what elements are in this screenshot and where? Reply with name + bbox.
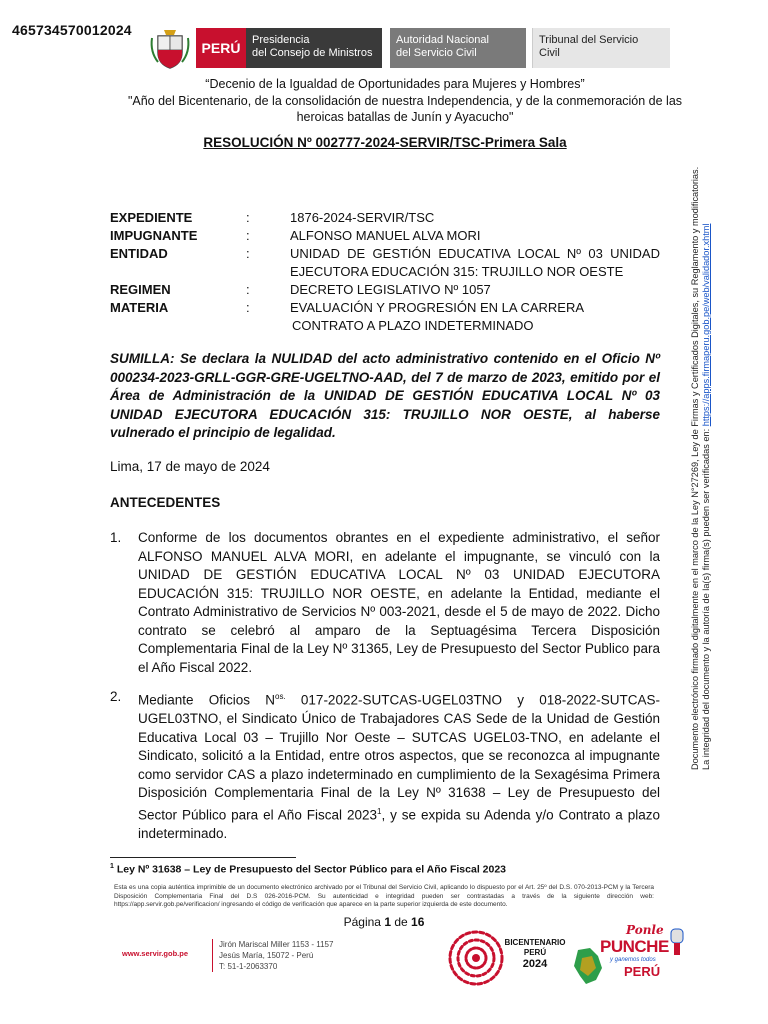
footnote-ref: 1 — [376, 806, 382, 816]
servir-website: www.servir.gob.pe — [122, 949, 188, 958]
item-text: Mediante Oficios $N^{os.}$ 017-2022-SUTCAS-UGEL03TNO y 018-2022-SUTCAS-UGEL03TNO, el Sindicato Único de Trabajadores CAS Sede de la Unidad de Gestión Educativa Local 03 – Trujillo Nor Oeste – SUTCAS UGEL03-TNO, en adelante el Sindicato, solicitó a la Entidad, entre otros aspectos, que se reconozca al impugnante como servidor CAS a plazo indeterminado en cumplimiento de la Sexagésima Primera Disposición Complementaria Final de la Ley Nº 31638 – Ley de Presupuesto del Sector Público para el Año Fiscal 2023$^1$, y se expida su Adenda y/o Contrato a plazo indeterminado. — [138, 692, 661, 841]
motto-decenio: “Decenio de la Igualdad de Oportunidades para Mujeres y Hombres” — [205, 77, 585, 91]
validator-link[interactable]: https://apps.firmaperu.gob.pe/web/validador.xhtml — [701, 223, 711, 427]
item-text: Conforme de los documentos obrantes en el expediente administrativo, el señor ALFONSO MANUEL ALVA MORI, en adelante el impugnante, se vinculó con la UNIDAD DE GESTIÓN EDUCATIVA LOCAL Nº 03 UNIDAD EJECUTORA EDUCACIÓN 315: TRUJILLO NOR OESTE, en adelante la Entidad, mediante el Contrato Administrativo de Servicios Nº 003-2021, desde el 5 de mayo de 2022. Dicho contrato se celebró al amparo de la Septuagésima Tercera Disposición Complementaria Final de la Ley Nº 31365, Ley de Presupuesto del Sector Publico para el Año Fiscal 2022. — [138, 530, 660, 675]
bicentenario-icon — [444, 926, 508, 990]
peru-logo: PERÚ — [196, 28, 246, 68]
list-item: 1. Conforme de los documentos obrantes en el expediente administrativo, el señor ALFONSO MANUEL ALVA MORI, en adelante el impugnante, se vinculó con la UNIDAD DE GESTIÓN EDUCATIVA LOCAL Nº 03 UNIDAD EJECUTORA EDUCACIÓN 315: TRUJILLO NOR OESTE, en adelante la Entidad, mediante el Contrato Administrativo de Servicios Nº 003-2021, desde el 5 de mayo de 2022. Dicho contrato se celebró al amparo de la Septuagésima Tercera Disposición Complementaria Final de la Ley Nº 31365, Ley de Presupuesto del Sector Publico para el Año Fiscal 2022. — [110, 529, 660, 679]
motto-bicentenario: "Año del Bicentenario, de la consolidación de nuestra Independencia, y de la conmemoración de las heroicas batallas de Junín y Ayacucho" — [127, 94, 683, 124]
fist-icon — [668, 927, 686, 957]
ponle-punche-logo: Ponle PUNCHE y ganemos todos PERÚ — [596, 923, 688, 981]
digital-signature-notice: Documento electrónico firmado digitalmente en el marco de la Ley N°27269, Ley de Firmas y Certificados Digitales, su Reglamento y modificatorias. La integridad del documento y la autoría de la(s) firma(s) pueden ser verificadas en: https://apps.firmaperu.gob.pe/web/validador.xhtml — [690, 166, 711, 770]
bicentenario-label: BICENTENARIO PERÚ 2024 — [504, 938, 566, 970]
list-item: 2. Mediante Oficios $N^{os.}$ 017-2022-SUTCAS-UGEL03TNO y 018-2022-SUTCAS-UGEL03TNO, el Sindicato Único de Trabajadores CAS Sede de la Unidad de Gestión Educativa Local 03 – Trujillo Nor Oeste – SUTCAS UGEL03-TNO, en adelante el Sindicato, solicitó a la Entidad, entre otros aspectos, que se reconozca al impugnante como servidor CAS a plazo indeterminado en cumplimiento de la Sexagésima Primera Disposición Complementaria Final de la Ley Nº 31638 – Ley de Presupuesto del Sector Público para el Año Fiscal 2023$^1$, y se expida su Adenda y/o Contrato a plazo indeterminado. — [110, 688, 660, 838]
page-number: Página 1 de 16 — [343, 915, 425, 929]
presidencia-logo: Presidencia del Consejo de Ministros — [246, 28, 382, 68]
document-code: 465734570012024 — [12, 22, 132, 38]
footnote: $^1$ Ley Nº 31638 – Ley de Presupuesto del Sector Público para el Año Fiscal 2023 — [110, 863, 507, 876]
authenticity-disclaimer: Esta es una copia auténtica imprimible de un documento electrónico archivado por el Tribunal del Servicio Civil, aplicando lo dispuesto por el Art. 25º del D.S. 070-2013-PCM y la Tercera Disposición Complementaria Final del D.S 026-2016-PCM. Su autenticidad e integridad pueden ser contrastadas a través de la siguiente dirección web: https://app.servir.gob.pe/verificacion/ ingresando el código de verificación que aparece en la parte superior izquierda de este documento. — [114, 884, 654, 908]
sumilla: SUMILLA: Se declara la NULIDAD del acto administrativo contenido en el Oficio Nº 000234-2023-GRLL-GGR-GRE-UGELTNO-AAD, del 7 de marzo de 2023, emitido por el Área de Administración de la UNIDAD DE GESTIÓN EDUCATIVA LOCAL Nº 03 UNIDAD EJECUTORA EDUCACIÓN 315: TRUJILLO NOR OESTE, al haberse vulnerado el principio de legalidad. — [110, 351, 660, 440]
resolution-title: RESOLUCIÓN Nº 002777-2024-SERVIR/TSC-Primera Sala — [203, 135, 567, 150]
coat-of-arms-icon — [148, 28, 192, 72]
materia-line-2: CONTRATO A PLAZO INDETERMINADO — [292, 318, 534, 333]
tribunal-logo: Tribunal del Servicio Civil — [532, 28, 670, 68]
case-details: EXPEDIENTE : 1876-2024-SERVIR/TSC IMPUGNANTE : ALFONSO MANUEL ALVA MORI ENTIDAD : UNIDAD DE GESTIÓN EDUCATIVA LOCAL Nº 03 UNIDAD EJECUTORA EDUCACIÓN 315: TRUJILLO NOR OESTE REGIMEN : DECRETO LEGISLATIVO Nº 1057 MATERIA : EVALUACIÓN Y PROGRESIÓN EN LA CARRERA CONTRATO A PLAZO INDETERMINADO — [110, 210, 660, 333]
section-heading: ANTECEDENTES — [110, 495, 221, 510]
servir-logo: Autoridad Nacional del Servicio Civil — [390, 28, 526, 68]
footnote-divider — [110, 857, 296, 858]
place-date: Lima, 17 de mayo de 2024 — [110, 459, 270, 474]
footer-address: Jirón Mariscal Miller 1153 - 1157 Jesús María, 15072 - Perú T: 51-1-2063370 — [212, 939, 333, 972]
